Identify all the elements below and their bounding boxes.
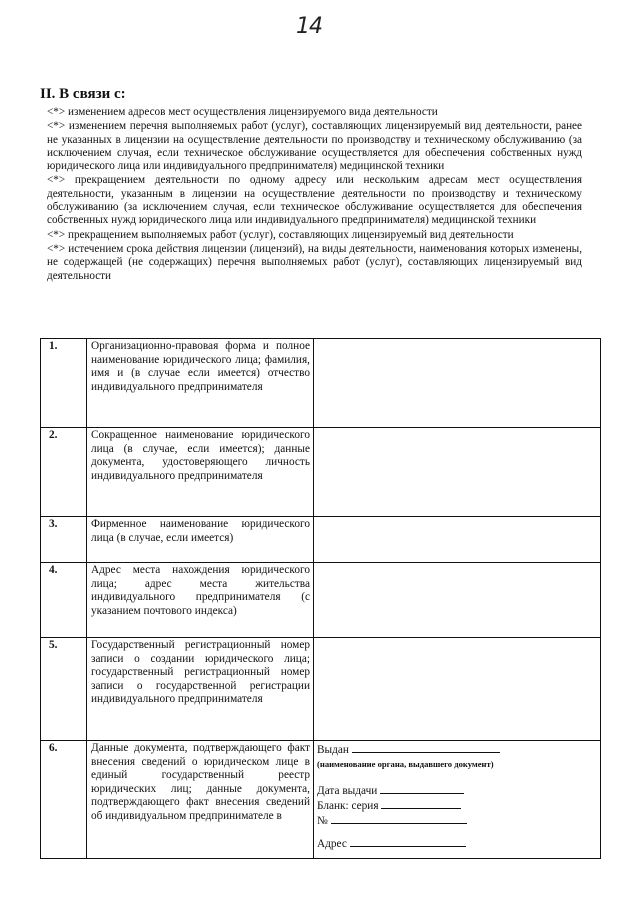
table-row (41, 428, 601, 517)
row-number: 1. (41, 339, 87, 428)
page-number: 14 (296, 14, 322, 39)
row-label (87, 428, 314, 517)
row-label-text: Данные документа, подтверждающего факт внесения сведений о юридическом лице в единый государственный реестр юридических лиц; данные документа, подтверждающего факт внесения сведений об индивидуальном предпринимателе в (91, 742, 310, 822)
row-label-text: Сокращенное наименование юридического лица (в случае, если имеется); данные документа, удостоверяющего личность индивидуального предпринимателя (91, 429, 310, 482)
issued-by-label: Выдан (317, 744, 349, 756)
reason-list (47, 106, 582, 284)
address-line (317, 836, 597, 851)
row-number: 3. (41, 517, 87, 563)
table-row (41, 339, 601, 428)
issued-by-field[interactable] (352, 742, 500, 753)
document-details-cell (314, 741, 601, 859)
value-cell[interactable] (314, 428, 601, 517)
table-row (41, 638, 601, 741)
issued-by-line (317, 742, 597, 757)
row-label-text: Адрес места нахождения юридического лица; адрес места жительства индивидуального предпринимателя (с указанием почтового индекса) (91, 564, 310, 617)
address-label: Адрес (317, 838, 347, 850)
reason-item: <*> прекращением деятельности по одному адресу или нескольким адресам мест осуществления деятельности, указанным в лицензии на осуществление деятельности по производству и техническому обслуживанию (за исключением случая, если техническое обслуживание осуществляется для обеспечения собственных нужд юридического лица или индивидуального предпринимателя) медицинской техники (47, 174, 582, 227)
table-row (41, 741, 601, 859)
row-label-text: Организационно-правовая форма и полное наименование юридического лица; фамилия, имя и (в случае если имеется) отчество индивидуального предпринимателя (91, 340, 310, 393)
row-number: 6. (41, 741, 87, 859)
row-label (87, 563, 314, 638)
row-label (87, 741, 314, 859)
reason-item: <*> прекращением выполняемых работ (услуг), составляющих лицензируемый вид деятельности (47, 228, 514, 241)
issue-date-label: Дата выдачи (317, 785, 378, 797)
row-label-text: Государственный регистрационный номер записи о создании юридического лица; государственный регистрационный номер записи о государственной регистрации индивидуального предпринимателя (91, 639, 310, 705)
form-series-label: Бланк: серия (317, 800, 379, 812)
row-label (87, 339, 314, 428)
issue-date-line (317, 783, 597, 798)
applicant-info-table (40, 338, 601, 859)
row-label (87, 517, 314, 563)
reason-item: <*> истечением срока действия лицензии (лицензий), на виды деятельности, наименования которых изменены, не содержащей (не содержащих) перечня выполняемых работ (услуг), составляющих лицензируемый вид деятельности (47, 242, 582, 282)
number-label: № (317, 815, 328, 827)
form-series-line (317, 798, 597, 813)
number-field[interactable] (331, 813, 467, 824)
value-cell[interactable] (314, 339, 601, 428)
issued-by-hint: (наименование органа, выдавшего документ) (317, 759, 494, 769)
row-number: 4. (41, 563, 87, 638)
row-number: 5. (41, 638, 87, 741)
reason-item: <*> изменением перечня выполняемых работ (услуг), составляющих лицензируемый вид деятельности, ранее не указанных в лицензии на осуществление деятельности по производству и техническому обслуживанию (за исключением случая, если техническое обслуживание осуществляется для обеспечения собственных нужд юридического лица или индивидуального предпринимателя) медицинской техники (47, 120, 582, 173)
issue-date-field[interactable] (380, 783, 464, 794)
value-cell[interactable] (314, 563, 601, 638)
form-series-field[interactable] (381, 798, 461, 809)
section-title: II. В связи с: (40, 86, 126, 102)
row-label (87, 638, 314, 741)
value-cell[interactable] (314, 638, 601, 741)
row-number: 2. (41, 428, 87, 517)
reason-item: <*> изменением адресов мест осуществления лицензируемого вида деятельности (47, 106, 438, 118)
value-cell[interactable] (314, 517, 601, 563)
address-field[interactable] (350, 836, 466, 847)
row-label-text: Фирменное наименование юридического лица (в случае, если имеется) (91, 518, 310, 544)
table-row (41, 517, 601, 563)
table-row (41, 563, 601, 638)
number-line (317, 813, 597, 828)
